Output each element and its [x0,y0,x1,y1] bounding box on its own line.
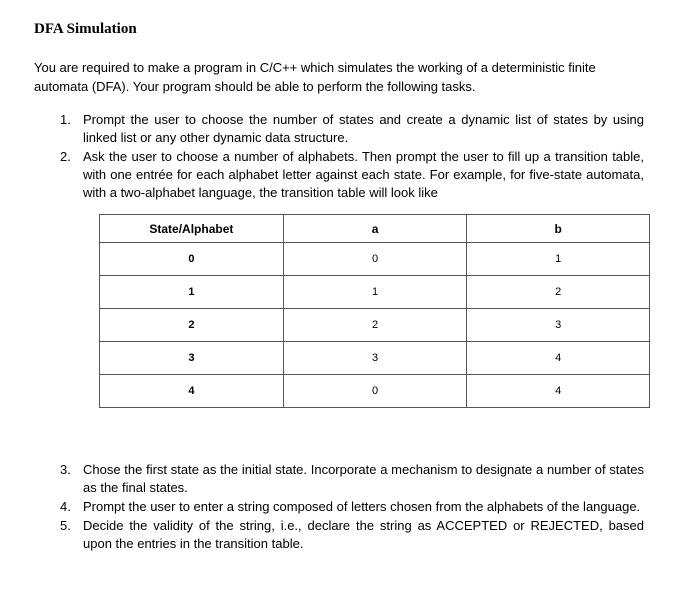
transition-cell: 2 [467,276,650,309]
state-cell: 0 [100,243,284,276]
table-row [100,243,650,276]
list-number: 2. [60,149,71,164]
transition-cell: 1 [467,243,650,276]
header-state-alphabet: State/Alphabet [100,215,284,243]
transition-cell: 0 [283,243,467,276]
transition-cell: 0 [283,375,467,408]
transition-cell: 4 [467,375,650,408]
list-item [34,517,644,553]
state-cell: 3 [100,342,284,375]
list-item [34,498,644,516]
list-item [34,461,644,497]
table-row [100,276,650,309]
state-cell: 4 [100,375,284,408]
list-text: Decide the validity of the string, i.e., declare the string as ACCEPTED or REJECTED, based upon the entries in the transition table. [83,518,644,551]
intro-paragraph: You are required to make a program in C/C++ which simulates the working of a deterministic finite automata (DFA). Your program should be able to perform the following tasks. [34,60,596,94]
list-item [34,111,644,147]
transition-cell: 2 [283,309,467,342]
list-number: 5. [60,518,71,533]
table-header-row [100,215,650,243]
transition-cell: 4 [467,342,650,375]
list-text: Prompt the user to choose the number of states and create a dynamic list of states by using linked list or any other dynamic data structure. [83,112,644,145]
list-number: 3. [60,462,71,477]
list-text: Prompt the user to enter a string composed of letters chosen from the alphabets of the language. [83,499,641,514]
state-cell: 1 [100,276,284,309]
list-number: 4. [60,499,71,514]
task-list-part-1 [34,111,644,203]
transition-table [99,214,650,408]
page-title: DFA Simulation [34,21,137,37]
list-number: 1. [60,112,71,127]
transition-cell: 3 [467,309,650,342]
header-a: a [283,215,467,243]
transition-cell: 1 [283,276,467,309]
table-row [100,375,650,408]
table-row [100,342,650,375]
list-text: Ask the user to choose a number of alphabets. Then prompt the user to fill up a transition table, with one entrée for each alphabet letter against each state. For example, for five-state automata, with a two-alphabet language, the transition table will look like [83,149,644,200]
table-row [100,309,650,342]
task-list-part-2 [34,461,644,554]
state-cell: 2 [100,309,284,342]
list-text: Chose the first state as the initial state. Incorporate a mechanism to designate a number of states as the final states. [83,462,644,495]
list-item [34,148,644,202]
transition-cell: 3 [283,342,467,375]
header-b: b [467,215,650,243]
